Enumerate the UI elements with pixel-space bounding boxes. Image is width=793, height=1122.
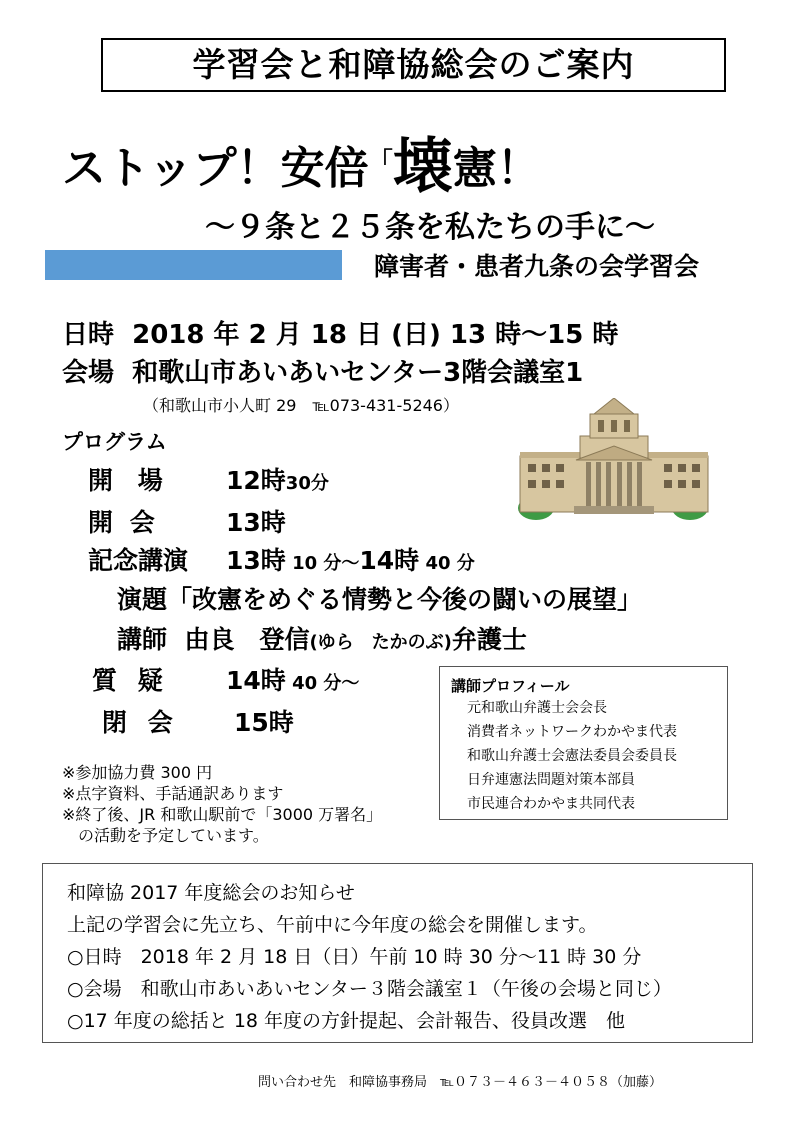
headline-part2: 憲！ [452,143,541,194]
datetime-label: 日時 [62,320,115,350]
lecturer-profile-box [439,666,728,820]
opening-label: 開 会 [88,508,159,537]
profile-item: 消費者ネットワークわかやま代表 [467,724,677,740]
annual-meeting-line: ○17 年度の総括と 18 年度の方針提起、会計報告、役員改選 他 [67,1010,626,1032]
qa-time: 14時 40 分～ [226,666,360,695]
decorative-blue-bar [45,250,342,280]
address: （和歌山市小人町 29 ℡073-431-5246） [143,396,459,415]
annual-meeting-line: ○日時 2018 年 2 月 18 日（日）午前 10 時 30 分～11 時 30 分 [67,946,642,968]
lecture-label: 記念講演 [88,546,189,575]
qa-label: 質 疑 [92,666,169,695]
closing-time: 15時 [234,708,294,737]
headline [62,132,541,202]
header-title: 学習会と和障協総会のご案内 [101,38,726,92]
lecturer-row [117,620,527,656]
headline-bracket: 「 [368,147,393,175]
lecturer-label: 講師 [117,625,168,654]
program-heading: プログラム [62,430,167,454]
venue-row [62,352,583,389]
subtitle: ～９条と２５条を私たちの手に～ [205,210,655,245]
profile-heading: 講師プロフィール [451,677,570,695]
annual-meeting-line: 上記の学習会に先立ち、午前中に今年度の総会を開催します。 [67,914,598,936]
note-item: ※終了後、JR 和歌山駅前で「3000 万署名」 [62,805,383,824]
annual-meeting-heading: 和障協 2017 年度総会のお知らせ [67,882,355,904]
lecture-topic: 演題「改憲をめぐる情勢と今後の闘いの展望」 [117,585,643,614]
datetime-row [62,314,618,351]
organizer: 障害者・患者九条の会学習会 [374,252,700,281]
open-venue-label: 開 場 [88,466,171,495]
profile-item: 日弁連憲法問題対策本部員 [467,772,635,788]
venue-value: 和歌山市あいあいセンター3階会議室1 [132,358,584,388]
closing-label: 閉 会 [102,708,179,737]
lecture-time: 13時 10 分～14時 40 分 [226,546,475,575]
contact-info: 問い合わせ先 和障協事務局 ℡０７３－４６３－４０５８（加藤） [258,1075,662,1090]
venue-label: 会場 [62,358,115,388]
headline-part1: ストップ！安倍 [62,143,369,194]
profile-item: 元和歌山弁護士会会長 [467,700,607,716]
note-item: ※参加協力費 300 円 [62,763,213,782]
profile-item: 市民連合わかやま共同代表 [467,796,635,812]
open-venue-time: 12時30分 [226,466,329,495]
lecturer-name: 由良 登信 [184,625,310,654]
lecturer-title: 弁護士 [451,625,527,654]
note-item: の活動を予定しています。 [62,826,269,845]
annual-meeting-box [42,863,753,1043]
headline-big-char: 壊 [392,132,453,202]
lecturer-reading: (ゆら たかのぶ) [309,632,452,653]
datetime-value: 2018 年 2 月 18 日 (日) 13 時～15 時 [132,320,619,350]
diet-building-illustration [514,398,714,523]
annual-meeting-line: ○会場 和歌山市あいあいセンター３階会議室１（午後の会場と同じ） [67,978,672,1000]
note-item: ※点字資料、手話通訳あります [62,784,284,803]
opening-time: 13時 [226,508,286,537]
profile-item: 和歌山弁護士会憲法委員会委員長 [467,748,677,764]
notes [62,762,382,846]
